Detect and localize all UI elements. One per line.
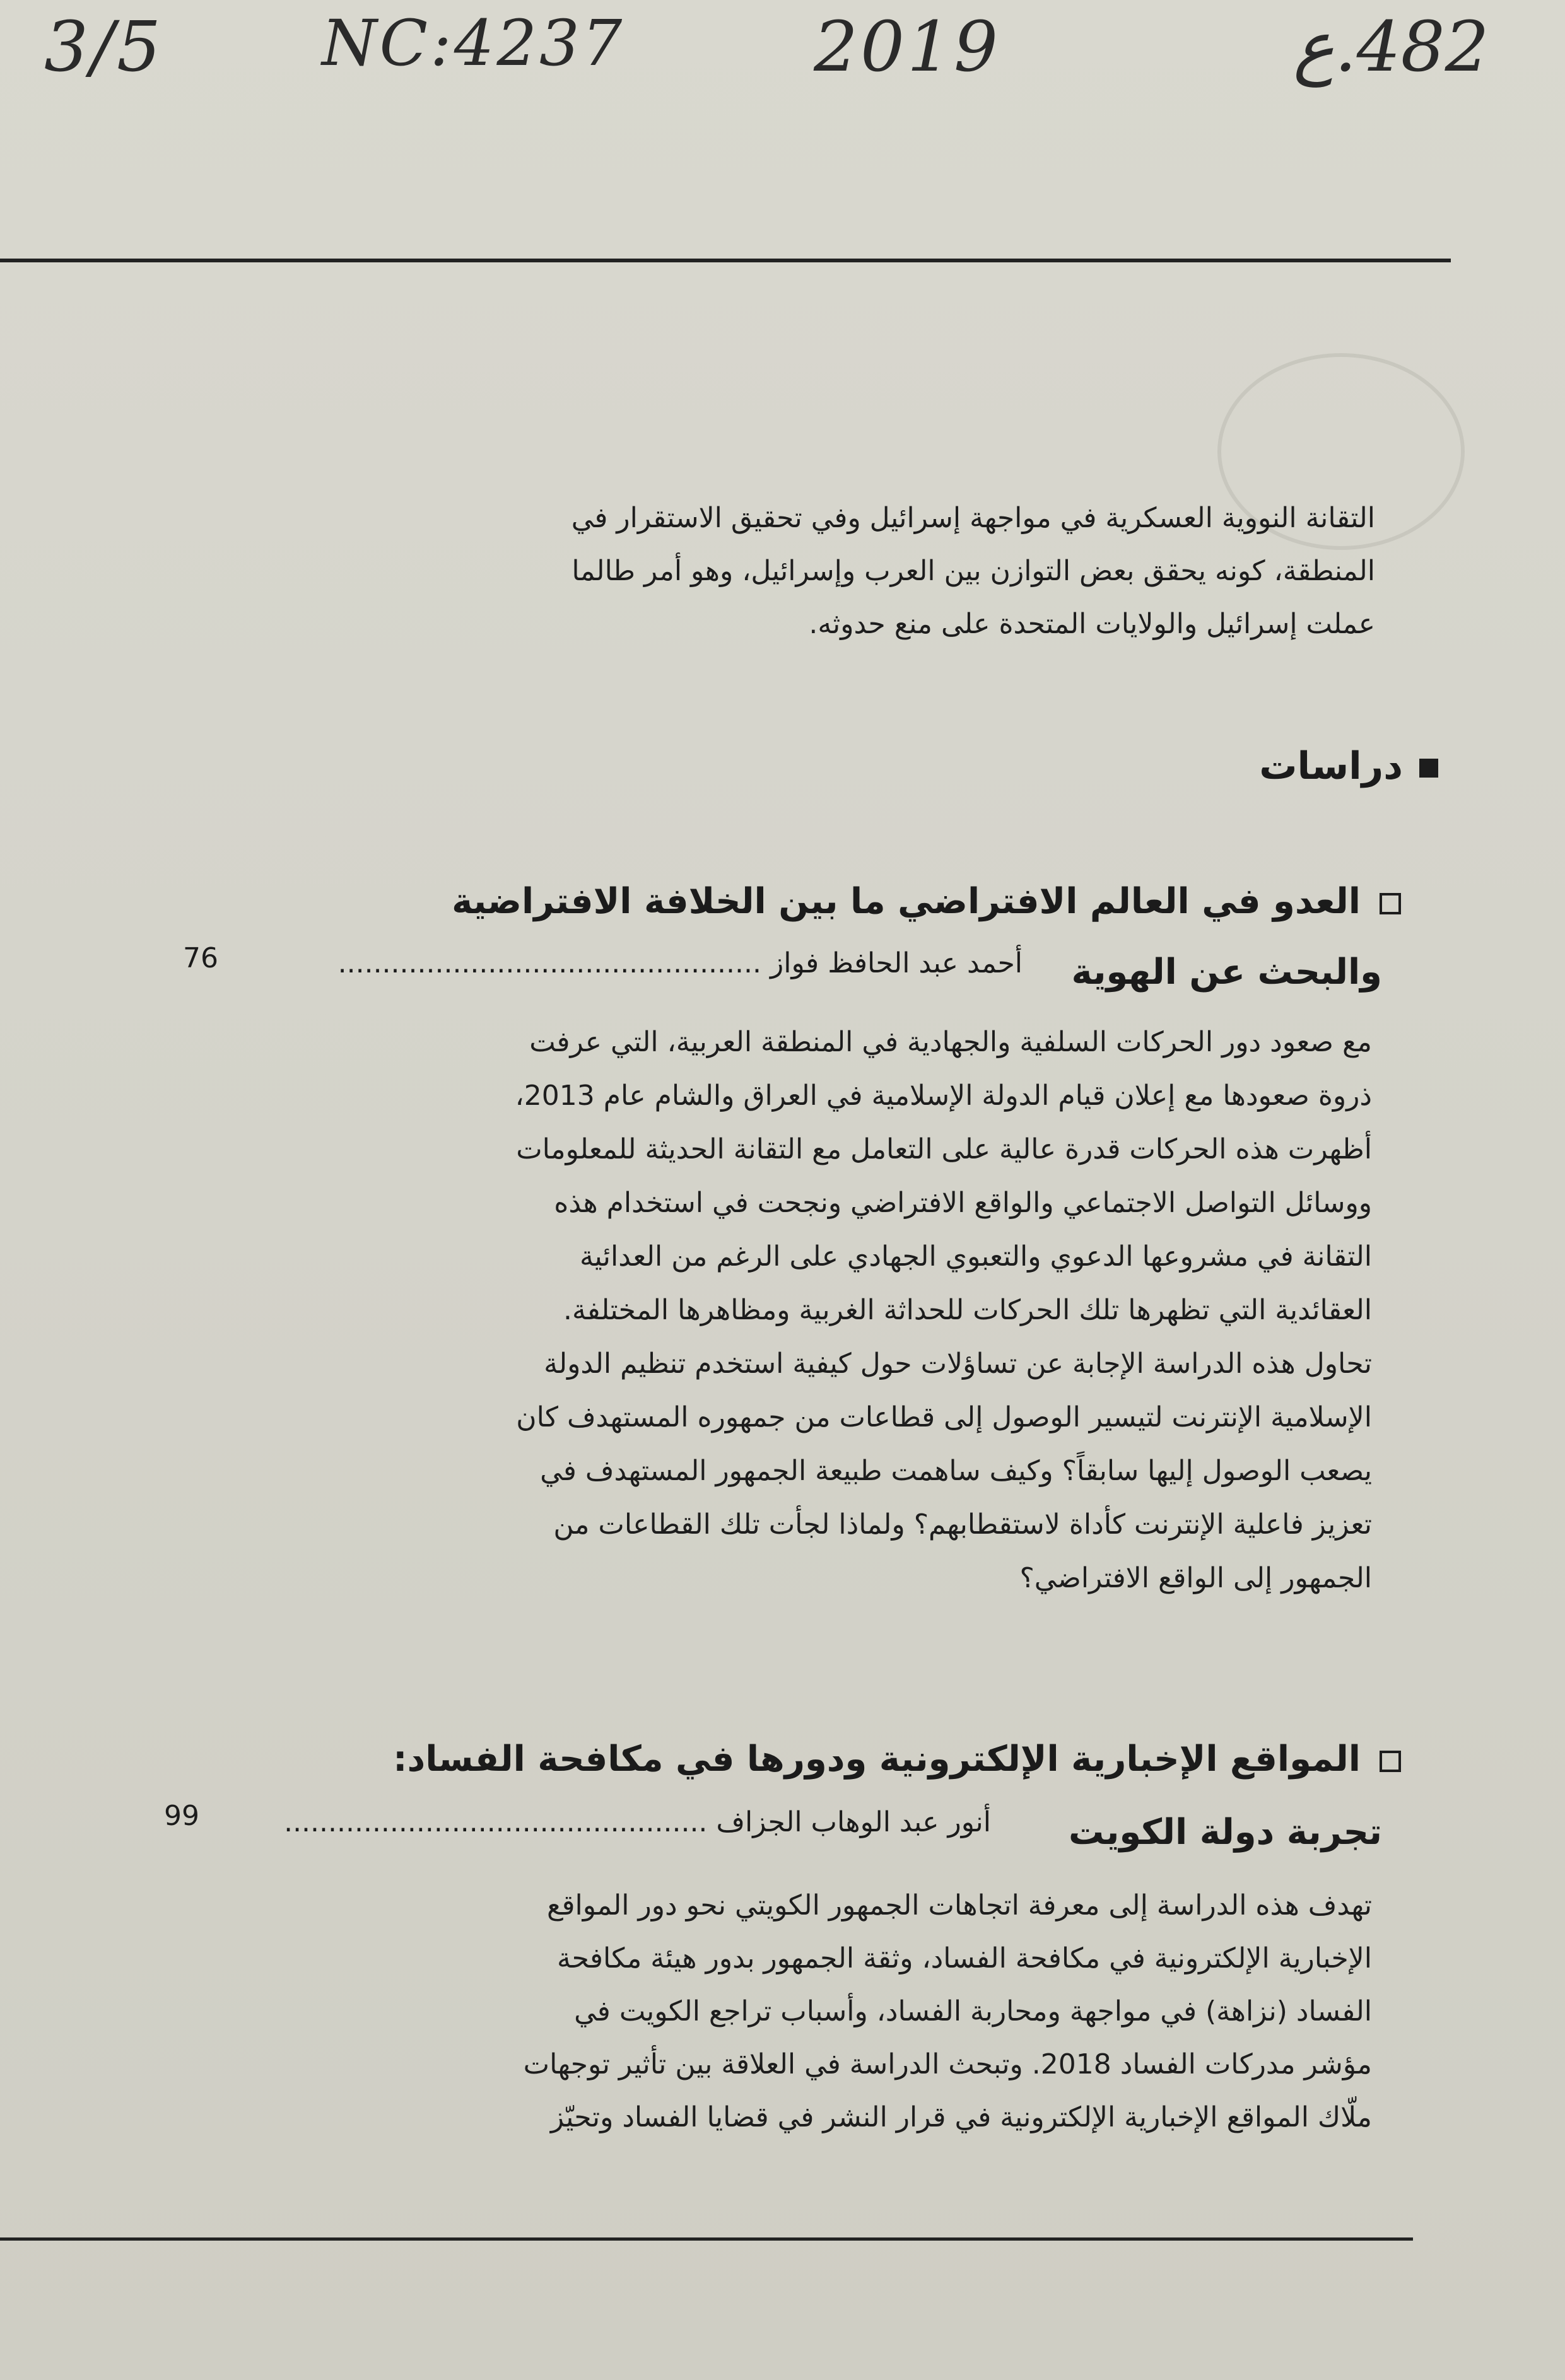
filled-square-bullet-icon xyxy=(1419,759,1438,778)
empty-square-bullet-icon xyxy=(1380,1751,1401,1772)
entry-1-title-line-2: والبحث عن الهوية xyxy=(1071,952,1382,993)
text-line: أظهرت هذه الحركات قدرة عالية على التعامل مع التقانة الحديثة للمعلومات xyxy=(516,1133,1372,1165)
section-heading xyxy=(1199,738,1438,795)
text-line: عملت إسرائيل والولايات المتحدة على منع حدوثه. xyxy=(809,608,1375,640)
text-line: الإسلامية الإنترنت لتيسير الوصول إلى قطاعات من جمهوره المستهدف كان xyxy=(516,1401,1372,1433)
entry-2-title-line-1: المواقع الإخبارية الإلكترونية ودورها في مكافحة الفساد: xyxy=(393,1728,1401,1791)
text-line: التقانة النووية العسكرية في مواجهة إسرائيل وفي تحقيق الاستقرار في xyxy=(571,502,1375,534)
bottom-rule xyxy=(0,2237,1413,2241)
text-line: العقائدية التي تظهرها تلك الحركات للحداثة الغربية ومظاهرها المختلفة. xyxy=(563,1294,1372,1326)
empty-square-bullet-icon xyxy=(1380,893,1401,914)
text-line: التقانة في مشروعها الدعوي والتعبوي الجهادي على الرغم من العدائية xyxy=(579,1240,1372,1273)
year-annotation: 2019 xyxy=(814,6,1000,87)
entry-2-abstract xyxy=(391,1879,1372,2144)
entry-2-author-line xyxy=(284,1791,991,1854)
text-line: تهدف هذه الدراسة إلى معرفة اتجاهات الجمهور الكويتي نحو دور المواقع xyxy=(547,1889,1372,1922)
text-line: الفساد (نزاهة) في مواجهة ومحاربة الفساد، وأسباب تراجع الكويت في xyxy=(574,1995,1372,2027)
page-fraction-annotation: 3/5 xyxy=(44,6,164,87)
text-line: الإخبارية الإلكترونية في مكافحة الفساد، وثقة الجمهور بدور هيئة مكافحة xyxy=(556,1942,1372,1975)
entry-2-author: أنور عبد الوهاب الجزاف xyxy=(716,1806,991,1838)
entry-1-abstract xyxy=(397,1015,1372,1605)
top-rule xyxy=(0,259,1451,262)
entry-1-page-number: 76 xyxy=(183,942,218,974)
text-line: مع صعود دور الحركات السلفية والجهادية في المنطقة العربية، التي عرفت xyxy=(529,1026,1372,1058)
text-line: يصعب الوصول إليها سابقاً؟ وكيف ساهمت طبيعة الجمهور المستهدف في xyxy=(540,1455,1372,1487)
intro-paragraph xyxy=(404,492,1375,651)
text-line: ذروة صعودها مع إعلان قيام الدولة الإسلامية في العراق والشام عام 2013، xyxy=(515,1080,1372,1112)
entry-1-author: أحمد عبد الحافظ فواز xyxy=(770,947,1023,979)
text-line: تعزيز فاعلية الإنترنت كأداة لاستقطابهم؟ ولماذا لجأت تلك القطاعات من xyxy=(553,1508,1372,1541)
text-line: مؤشر مدركات الفساد 2018. وتبحث الدراسة في العلاقة بين تأثير توجهات xyxy=(523,2048,1372,2080)
shelf-mark-annotation: 482.ع xyxy=(1293,6,1489,87)
entry-1-title-line-1: العدو في العالم الافتراضي ما بين الخلافة الافتراضية xyxy=(452,870,1401,933)
catalog-number-annotation: NC:4237 xyxy=(322,6,625,80)
text-line: ملّاك المواقع الإخبارية الإلكترونية في قرار النشر في قضايا الفساد وتحيّز xyxy=(550,2101,1372,2133)
text-line: ووسائل التواصل الاجتماعي والواقع الافتراضي ونجحت في استخدام هذه xyxy=(554,1187,1372,1219)
leader-dots: ................................................ xyxy=(284,1806,708,1838)
entry-1-author-line xyxy=(338,932,1023,995)
entry-2-title-line-2: تجربة دولة الكويت xyxy=(1069,1812,1382,1853)
entry-2-page-number: 99 xyxy=(164,1800,199,1832)
text-line: المنطقة، كونه يحقق بعض التوازن بين العرب وإسرائيل، وهو أمر طالما xyxy=(571,555,1375,587)
section-title: دراسات xyxy=(1259,744,1403,788)
text-line: الجمهور إلى الواقع الافتراضي؟ xyxy=(1019,1562,1372,1594)
text-line: تحاول هذه الدراسة الإجابة عن تساؤلات حول كيفية استخدم تنظيم الدولة xyxy=(544,1348,1372,1380)
leader-dots: ................................................ xyxy=(337,947,761,979)
